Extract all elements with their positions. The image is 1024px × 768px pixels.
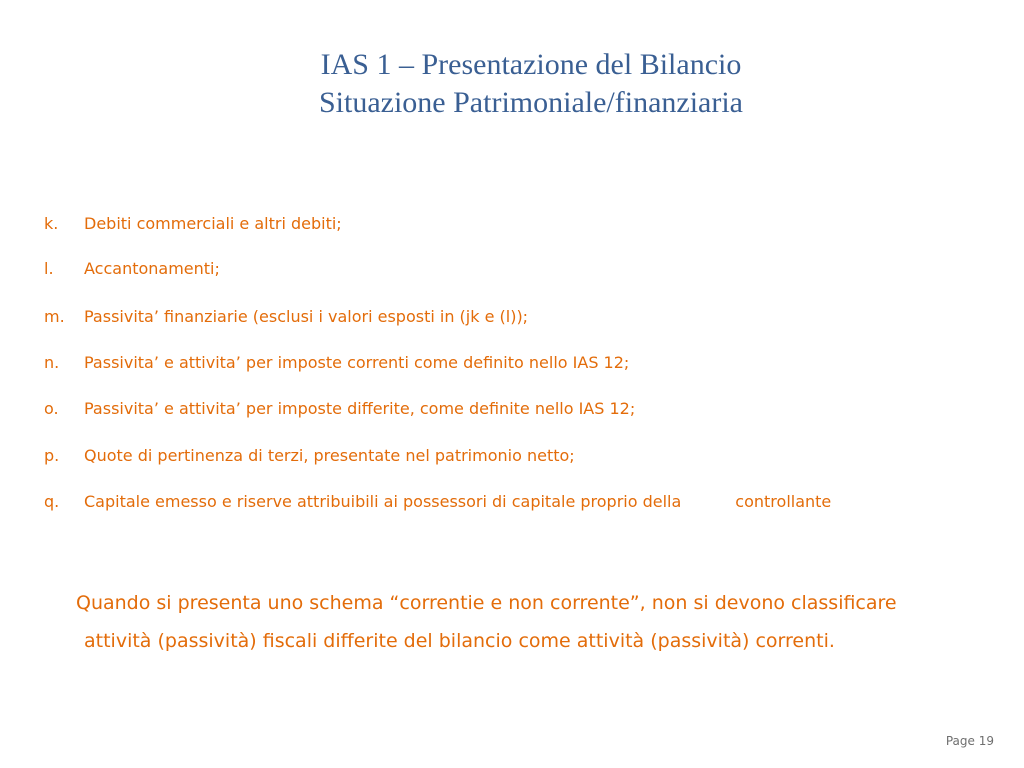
- list-marker: k.: [44, 214, 59, 233]
- list-item-text: Accantonamenti;: [84, 259, 220, 278]
- title-line-2: Situazione Patrimoniale/finanziaria: [318, 86, 743, 119]
- note-paragraph: [76, 584, 986, 660]
- list-marker: m.: [44, 307, 65, 326]
- slide-title: [0, 46, 1024, 122]
- list-marker: l.: [44, 259, 54, 278]
- list-marker: q.: [44, 492, 60, 511]
- note-line-1: Quando si presenta uno schema “correntie e non corrente”, non si devono classificare: [76, 592, 897, 614]
- page-number: Page 19: [945, 734, 994, 748]
- list-item-text: Passivita’ finanziarie (esclusi i valori esposti in (jk e (l));: [84, 307, 529, 326]
- list-item-text-wrap: [84, 490, 831, 514]
- list-item-text-tail: controllante: [735, 492, 832, 511]
- note-line-2: attività (passività) fiscali differite del bilancio come attività (passività) correnti.: [84, 630, 835, 652]
- list-item-text: Quote di pertinenza di terzi, presentate nel patrimonio netto;: [84, 446, 575, 465]
- list-marker: n.: [44, 353, 60, 372]
- list-marker: o.: [44, 399, 59, 418]
- list-marker: p.: [44, 446, 60, 465]
- list-item-text: Passivita’ e attivita’ per imposte correnti come definito nello IAS 12;: [84, 353, 630, 372]
- list-item-text: Debiti commerciali e altri debiti;: [84, 214, 342, 233]
- list-item-text: Passivita’ e attivita’ per imposte differite, come definite nello IAS 12;: [84, 399, 636, 418]
- title-line-1: IAS 1 – Presentazione del Bilancio: [320, 48, 742, 81]
- list-item-text: Capitale emesso e riserve attribuibili ai possessori di capitale proprio della: [84, 492, 682, 511]
